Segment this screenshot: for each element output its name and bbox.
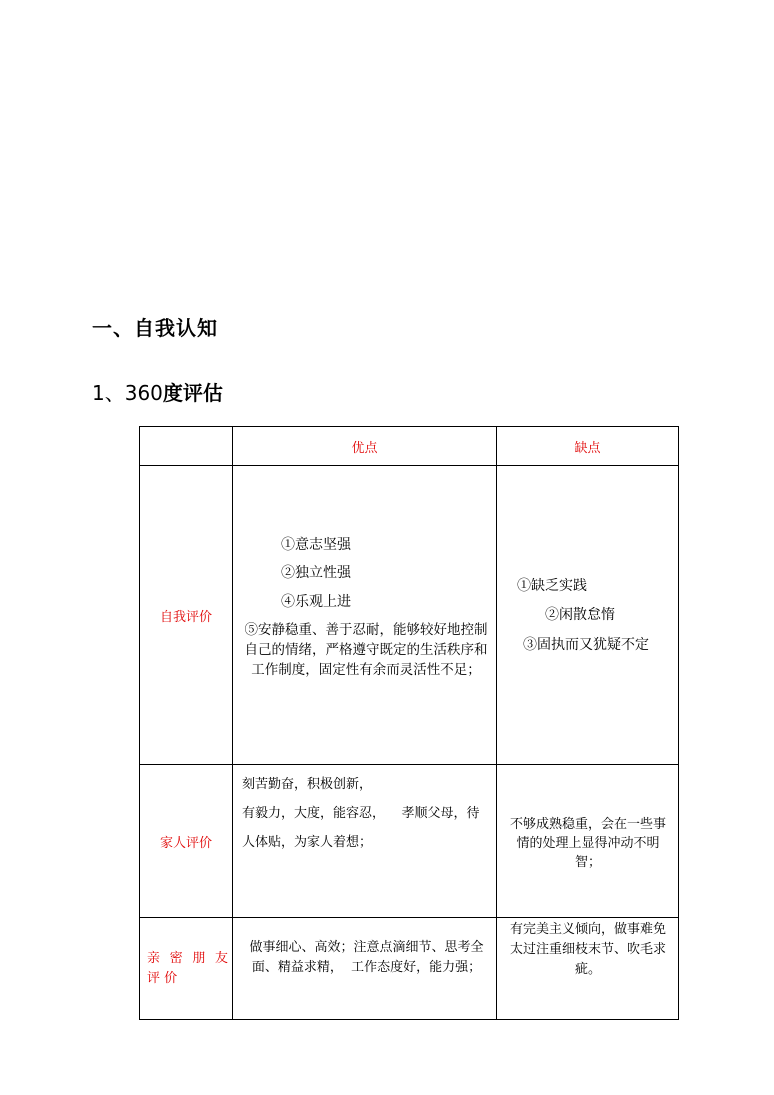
header-cell-pros: 优点	[233, 427, 497, 466]
evaluation-table	[139, 426, 679, 1020]
family-pros-cell	[233, 765, 497, 918]
subsection-heading	[92, 377, 223, 406]
row-label-friends: 亲 密 朋 友 评 价	[147, 950, 228, 986]
row-label-friends-cell	[140, 918, 233, 1020]
friends-pros-cell	[233, 918, 497, 1020]
row-label-self: 自我评价	[140, 466, 233, 765]
section-heading: 一、自我认知	[92, 316, 218, 340]
list-item: 做事细心、高效；注意点滴细节、思考全面、精益求精， 工作态度好，能力强；	[249, 940, 484, 975]
family-cons-cell	[497, 765, 679, 918]
list-item: ①意志坚强	[281, 537, 351, 553]
list-item: 有毅力，大度，能容忍， 孝顺父母，待人体贴，为家人着想；	[242, 806, 480, 850]
table-row-friends	[140, 918, 679, 1020]
list-item: ②独立性强	[281, 565, 351, 581]
header-cell-empty	[140, 427, 233, 466]
list-item: ②闲散怠惰	[545, 607, 615, 623]
list-item: 有完美主义倾向，做事难免太过注重细枝末节、吹毛求疵。	[509, 922, 666, 977]
table-row-family	[140, 765, 679, 918]
subsection-number: 1、360	[92, 381, 163, 405]
header-cell-cons: 缺点	[497, 427, 679, 466]
list-item: 不够成熟稳重，会在一些事情的处理上显得冲动不明智；	[509, 817, 666, 870]
friends-cons-cell	[497, 918, 679, 1020]
subsection-title: 度评估	[162, 381, 223, 405]
self-pros-cell	[233, 466, 497, 765]
self-cons-cell	[497, 466, 679, 765]
list-item: ④乐观上进	[281, 594, 351, 610]
table-header-row	[140, 427, 679, 466]
row-label-family: 家人评价	[140, 765, 233, 918]
list-item: ①缺乏实践	[517, 578, 587, 594]
list-item: ⑤安静稳重、善于忍耐，能够较好地控制自己的情绪，严格遵守既定的生活秩序和工作制度，固定性有余而灵活性不足；	[244, 622, 488, 678]
list-item: 刻苦勤奋，积极创新，	[242, 777, 373, 792]
list-item: ③固执而又犹疑不定	[523, 637, 649, 653]
table-row-self	[140, 466, 679, 765]
